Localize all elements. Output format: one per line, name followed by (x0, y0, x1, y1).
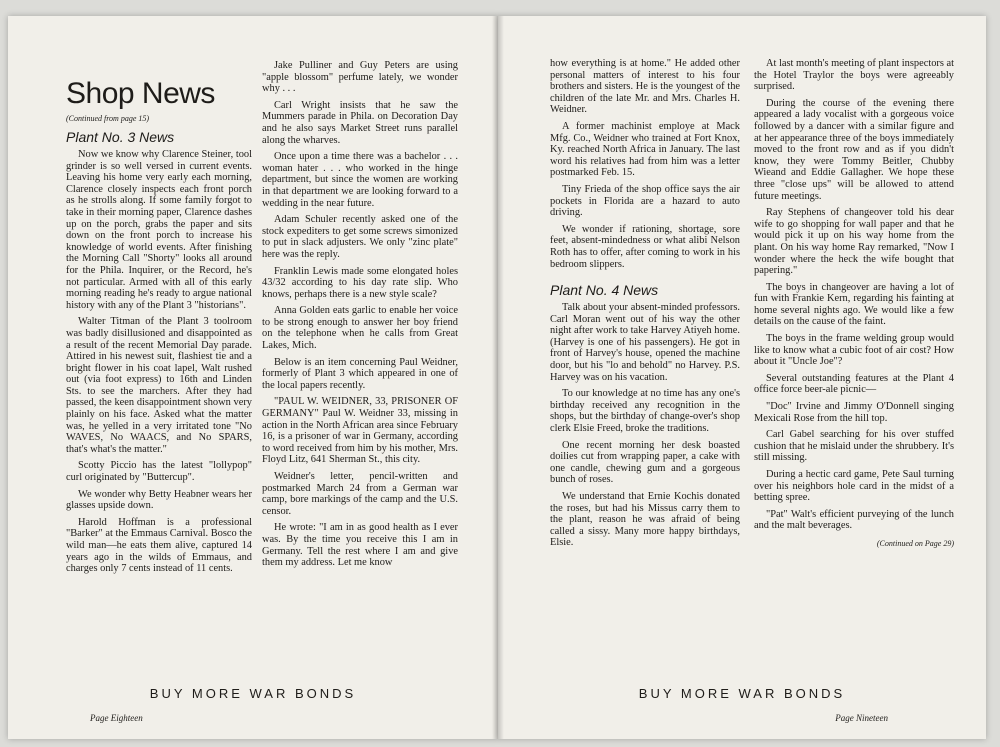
paragraph: The boys in the frame welding group would like to know what a cubic foot of air cost? How about it "Uncle Joe"? (754, 333, 954, 368)
paragraph: Anna Golden eats garlic to enable her voice to be strong enough to answer her boy friend on the telephone when he calls from Great Lakes, Mich. (262, 305, 458, 352)
paragraph: Scotty Piccio has the latest "lollypop" curl originated by "Buttercup". (66, 460, 252, 484)
paragraph: Tiny Frieda of the shop office says the air pockets in Florida are a hazard to auto driving. (550, 183, 740, 219)
paragraph: We understand that Ernie Kochis donated the roses, but had his Missus carry them to the plant, reason he was afraid of being called a sissy. Many more happy birthdays, Elsie. (550, 491, 740, 549)
right-column-2 (754, 58, 954, 718)
paragraph: Carl Gabel searching for his over stuffed cushion that he mislaid under the shrubbery. It's still missing. (754, 429, 954, 464)
binding-gutter (492, 16, 504, 739)
war-bonds-footer: BUY MORE WAR BONDS (638, 686, 846, 701)
masthead-title: Shop News (66, 77, 215, 110)
paragraph: A former machinist employe at Mack Mfg. Co., Weidner who trained at Fort Knox, Ky. reached North Africa in January. The last word his relatives had from him was a letter postmarked Feb. 15. (550, 120, 740, 179)
continued-on-note: (Continued on Page 29) (876, 538, 954, 548)
paragraph: "Pat" Walt's efficient purveying of the lunch and the malt beverages. (754, 508, 954, 532)
paragraph: He wrote: "I am in as good health as I ever was. By the time you receive this I am in Germany. Tell the rest where I am and give them my address. Let me know (262, 522, 458, 569)
paragraph: Weidner's letter, pencil-written and postmarked March 24 from a German war camp, bore markings of the camp and the U.S. censor. (262, 471, 458, 517)
paragraph: During the course of the evening there appeared a lady vocalist with a gorgeous voice followed by a dancer with a similar figure and at her appearance three of the boys immediately moved to the front row and as if you didn't know, they were Tommy Beitler, Chubby Wieand and Eddie Gallagher. We hope these three "close ups" will be allowed to attend future meetings. (754, 97, 954, 202)
paragraph: To our knowledge at no time has any one's birthday received any recognition in the shops, but the birthday of change-over's shop clerk Elsie Freed, broke the traditions. (550, 388, 740, 435)
section-title-plant-4: Plant No. 4 News (550, 282, 659, 299)
left-page (8, 16, 498, 739)
paragraph: "PAUL W. WEIDNER, 33, PRISONER OF GERMANY" Paul W. Weidner 33, missing in action in the North African area since February 16, is a prisoner of war in Germany, according to word received from him by his mother, Mrs. Floyd Litz, 641 Sherman St., this city. (262, 396, 458, 466)
war-bonds-footer: BUY MORE WAR BONDS (149, 686, 357, 701)
section-title-plant-3: Plant No. 3 News (66, 129, 175, 145)
paragraph: Franklin Lewis made some elongated holes 43/32 according to his day rate slip. Who knows, perhaps there is a new style scale? (262, 265, 458, 300)
paragraph: "Doc" Irvine and Jimmy O'Donnell singing Mexicali Rose from the hill top. (754, 401, 954, 424)
page-number: Page Eighteen (90, 713, 143, 723)
paragraph: how everything is at home." He added other personal matters of interest to his four brothers and sisters. He is the youngest of the children of the late Mr. and Mrs. Charles H. Weidner. (550, 58, 740, 116)
paragraph: Several outstanding features at the Plant 4 office force beer-ale picnic— (754, 372, 954, 396)
left-column-2 (262, 60, 458, 720)
left-column-1 (66, 64, 252, 724)
paragraph: During a hectic card game, Pete Saul turning over his neighbors hole card in the midst of a betting spree. (754, 469, 954, 504)
paragraph: Carl Wright insists that he saw the Mummers parade in Phila. on Decoration Day and he also says Market Street runs parallel along the wharves. (262, 99, 458, 146)
paragraph: We wonder why Betty Heabner wears her glasses upside down. (66, 488, 252, 512)
paragraph: Now we know why Clarence Steiner, tool grinder is so well versed in current events. Leaving his home very early each morning, Clarence closely inspects each front porch as he strolls along. If some family forgot to take in their morning paper, Clarence dashes up on the porch, grabs the paper and sits down on the front porch to increase his knowledge of world events. After finishing the Morning Call "Shorty" looks all around for the Phila. Inquirer, or the Record, he's not particular. Armed with all of this early morning reading he's ready to argue national history with any of the Plant 3 "historians". (66, 149, 252, 311)
paragraph: Once upon a time there was a bachelor . . . woman hater . . . who worked in the hinge department, but since the women are working in that department we are looking forward to a wedding in the near future. (262, 151, 458, 209)
paragraph: Walter Titman of the Plant 3 toolroom was badly disillusioned and disappointed as a result of the recent Memorial Day parade. Attired in his newest suit, flashiest tie and a bright flower in his coat lapel, Walt rushed out (via foot express) to 16th and Linden Sts. to see the marchers. After they had passed, the keen disappointment shown very plainly on his face. Asked what the matter was, he yelled in a very irritated tone "No WAVES, No WAACS, and No SPARS, that's what's the matter." (66, 316, 252, 455)
paragraph: The boys in changeover are having a lot of fun with Frankie Kern, regarding his fainting at home several nights ago. We would like a few details on the cause of the faint. (754, 281, 954, 328)
paragraph: One recent morning her desk boasted doilies cut from wrapping paper, a cake with one candle, chewing gum and a gorgeous bunch of roses. (550, 439, 740, 486)
paragraph: Talk about your absent-minded professors. Carl Moran went out of his way the other night after work to take Harvey Atiyeh home. (Harvey is one of his passengers). He got in front of Harvey's house, opened the machine door, but his "lo and behold" no Harvey. P.S. Harvey was on his vacation. (550, 302, 740, 383)
page-number: Page Nineteen (835, 713, 888, 723)
right-page (498, 16, 986, 739)
continued-from-note: (Continued from page 15) (66, 114, 150, 123)
paragraph: Jake Pulliner and Guy Peters are using "apple blossom" perfume lately, we wonder why . . . (262, 60, 458, 95)
paragraph: Harold Hoffman is a professional "Barker" at the Emmaus Carnival. Bosco the wild man—he eats them alive, captured 14 years ago in the wilds of Emmaus, and charges only 7 cents instead of 11 cents. (66, 516, 252, 575)
paragraph: At last month's meeting of plant inspectors at the Hotel Traylor the boys were agreeably surprised. (754, 58, 954, 93)
paragraph: Ray Stephens of changeover told his dear wife to go shopping for wall paper and that he would pick it up on his way home from the plant. On his way home Ray remarked, "Now I wonder where the heck the wife bought that papering." (754, 207, 954, 277)
paragraph: Adam Schuler recently asked one of the stock expediters to get some screws simonized to put in slack adjusters. We only "zinc plate" here was the reply. (262, 214, 458, 260)
right-column-1 (550, 58, 740, 718)
paragraph: We wonder if rationing, shortage, sore feet, absent-mindedness or what alibi Nelson Roth has to offer, after coming to work in his bedroom slippers. (550, 223, 740, 270)
paragraph: Below is an item concerning Paul Weidner, formerly of Plant 3 which appeared in one of the local papers recently. (262, 356, 458, 391)
